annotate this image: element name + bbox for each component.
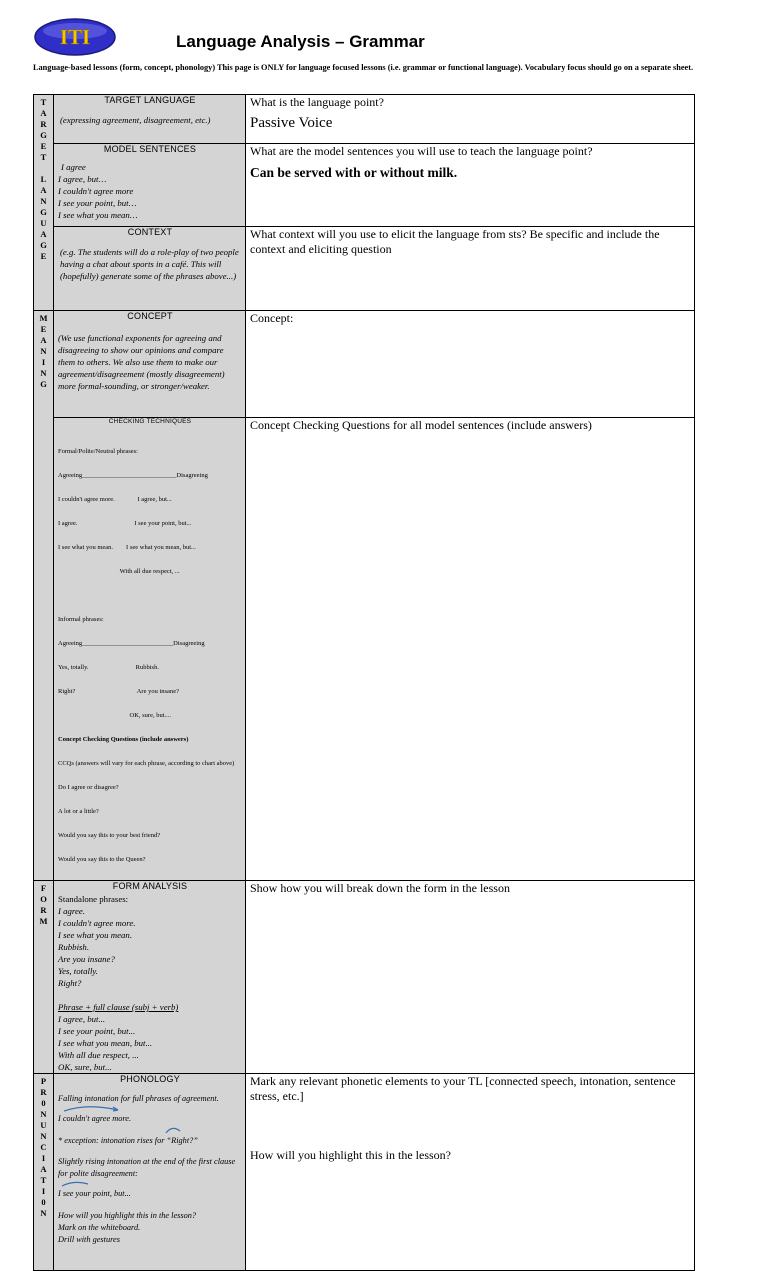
- phonology-line: How will you highlight this in the lesson?: [58, 1211, 197, 1220]
- form-line: I couldn't agree more.: [58, 918, 136, 928]
- phonology-question: Mark any relevant phonetic elements to your TL [connected speech, intonation, sentence stress, etc.]: [250, 1074, 676, 1103]
- phonology-label-cell: [54, 1074, 246, 1271]
- form-list: [58, 893, 242, 1073]
- target-language-question: What is the language point?: [250, 95, 384, 109]
- target-language-label-cell: [54, 95, 246, 144]
- checking-line: Formal/Polite/Neutral phrases:: [58, 448, 138, 455]
- checking-line: Yes, totally. Rubbish.: [58, 664, 159, 671]
- checking-line: A lot or a little?: [58, 808, 99, 815]
- svg-text:ITI: ITI: [59, 25, 91, 49]
- target-language-label: TARGET LANGUAGE: [104, 95, 196, 105]
- checking-line: Would you say this to the Queen?: [58, 856, 146, 863]
- section-meaning: M E A N I N G: [34, 311, 54, 881]
- section-pronunciation: P R 0 N U N C I A T I 0 N: [34, 1074, 54, 1271]
- model-sentence: I agree, but…: [58, 174, 107, 184]
- form-line: I see what you mean.: [58, 930, 133, 940]
- phonology-line: Falling intonation for full phrases of agreement.: [58, 1094, 219, 1103]
- checking-heading: Concept Checking Questions (include answers): [58, 736, 189, 743]
- checking-question: Concept Checking Questions for all model sentences (include answers): [250, 418, 592, 432]
- form-line: With all due respect, ...: [58, 1050, 139, 1060]
- section-form: F O R M: [34, 881, 54, 1074]
- target-language-answer-cell[interactable]: [246, 95, 695, 144]
- model-sentence: I see what you mean…: [58, 210, 138, 220]
- form-line: [58, 989, 242, 1001]
- checking-line: Agreeing_____________________________Disagreeing: [58, 472, 208, 479]
- model-sentence: I agree: [61, 162, 86, 172]
- phonology-highlight-question: How will you highlight this in the lesson?: [250, 1148, 451, 1162]
- row-target-language: [34, 95, 695, 144]
- context-question: What context will you use to elicit the language from sts? Be specific and include the context and eliciting question: [250, 227, 660, 256]
- checking-line: With all due respect, ...: [58, 568, 180, 575]
- form-line: Yes, totally.: [58, 966, 99, 976]
- model-sentences-answer: Can be served with or without milk.: [250, 165, 458, 180]
- form-line: I agree, but...: [58, 1014, 106, 1024]
- concept-label: CONCEPT: [127, 311, 173, 321]
- checking-answer-cell[interactable]: [246, 418, 695, 881]
- concept-answer-cell[interactable]: [246, 311, 695, 418]
- checking-line: I see what you mean. I see what you mean, but...: [58, 544, 196, 551]
- form-subheading: Phrase + full clause (subj + verb): [58, 1002, 179, 1012]
- falling-intonation-arrow: [58, 1105, 138, 1113]
- form-line: Are you insane?: [58, 954, 115, 964]
- checking-line: [58, 592, 242, 600]
- form-line: OK, sure, but...: [58, 1062, 112, 1072]
- checking-line: Informal phrases:: [58, 616, 104, 623]
- context-label: CONTEXT: [127, 227, 173, 237]
- phonology-line: Slightly rising intonation at the end of the first clause for polite disagreement:: [58, 1157, 236, 1178]
- checking-line: Right? Are you insane?: [58, 688, 179, 695]
- form-line: Rubbish.: [58, 942, 90, 952]
- rising-intonation-arrow: [58, 1125, 198, 1133]
- checking-line: Do I agree or disagree?: [58, 784, 119, 791]
- checking-line: I couldn't agree more. I agree, but...: [58, 496, 172, 503]
- concept-note: (We use functional exponents for agreeing and disagreeing to show our opinions and compare them to others. We also use them to make our agreement/disagreement (mostly disagreement) more formal-sounding, or stronger/weaker.: [58, 333, 225, 391]
- phonology-label: PHONOLOGY: [120, 1074, 180, 1084]
- row-phonology: [34, 1074, 695, 1271]
- form-line: Right?: [58, 978, 82, 988]
- phonology-line: * exception: intonation rises for “Right?”: [58, 1136, 198, 1145]
- form-answer-cell[interactable]: [246, 881, 695, 1074]
- concept-question: Concept:: [250, 311, 294, 325]
- phonology-answer-cell[interactable]: [246, 1074, 695, 1271]
- phonology-line: I see your point, but...: [58, 1189, 131, 1198]
- checking-line: Agreeing____________________________Disagreeing: [58, 640, 205, 647]
- checking-line: I agree. I see your point, but...: [58, 520, 192, 527]
- model-sentences-answer-cell[interactable]: [246, 144, 695, 227]
- form-line: I see your point, but...: [58, 1026, 136, 1036]
- row-form: [34, 881, 695, 1074]
- phonology-list: [58, 1093, 242, 1246]
- context-answer-cell[interactable]: [246, 227, 695, 311]
- row-checking: [34, 418, 695, 881]
- form-label: FORM ANALYSIS: [112, 881, 188, 891]
- page-title: Language Analysis – Grammar: [176, 32, 425, 51]
- model-sentence: I see your point, but…: [58, 198, 137, 208]
- checking-label: CHECKING TECHNIQUES: [108, 418, 192, 425]
- intro-note: Language-based lessons (form, concept, phonology) This page is ONLY for language focused lessons (i.e. grammar or functional language). Vocabulary focus should go on a separate sheet.: [33, 63, 694, 72]
- row-context: [34, 227, 695, 311]
- model-sentence: I couldn't agree more: [58, 186, 134, 196]
- analysis-table: [33, 94, 695, 1271]
- model-sentences-label-cell: [54, 144, 246, 227]
- checking-line: Would you say this to your best friend?: [58, 832, 161, 839]
- context-label-cell: [54, 227, 246, 311]
- checking-line: OK, sure, but....: [58, 712, 172, 719]
- row-model-sentences: [34, 144, 695, 227]
- slight-rise-arrow: [58, 1180, 138, 1188]
- form-question: Show how you will break down the form in the lesson: [250, 881, 510, 895]
- target-language-answer: Passive Voice: [250, 115, 333, 131]
- phonology-line: Drill with gestures: [58, 1235, 120, 1244]
- phonology-line: I couldn't agree more.: [58, 1114, 132, 1123]
- model-sentences-list: [58, 161, 242, 221]
- form-line: I agree.: [58, 906, 86, 916]
- target-language-note: (expressing agreement, disagreement, etc.): [60, 115, 211, 125]
- iti-logo: [34, 17, 116, 57]
- checking-list: [58, 432, 242, 880]
- model-sentences-question: What are the model sentences you will use to teach the language point?: [250, 144, 593, 158]
- form-label-cell: [54, 881, 246, 1074]
- form-heading: Standalone phrases:: [58, 894, 129, 904]
- checking-line: CCQs (answers will vary for each phrase, according to chart above): [58, 760, 235, 767]
- row-concept: [34, 311, 695, 418]
- context-note: (e.g. The students will do a role-play of two people having a chat about sports in a café. This will (hopefully) generate some of the phrases above...): [60, 247, 239, 281]
- section-target-language: T A R G E T L A N G U A G E: [34, 95, 54, 311]
- concept-label-cell: [54, 311, 246, 418]
- checking-label-cell: [54, 418, 246, 881]
- phonology-line: Mark on the whiteboard.: [58, 1223, 141, 1232]
- form-line: I see what you mean, but...: [58, 1038, 153, 1048]
- model-sentences-label: MODEL SENTENCES: [103, 144, 197, 154]
